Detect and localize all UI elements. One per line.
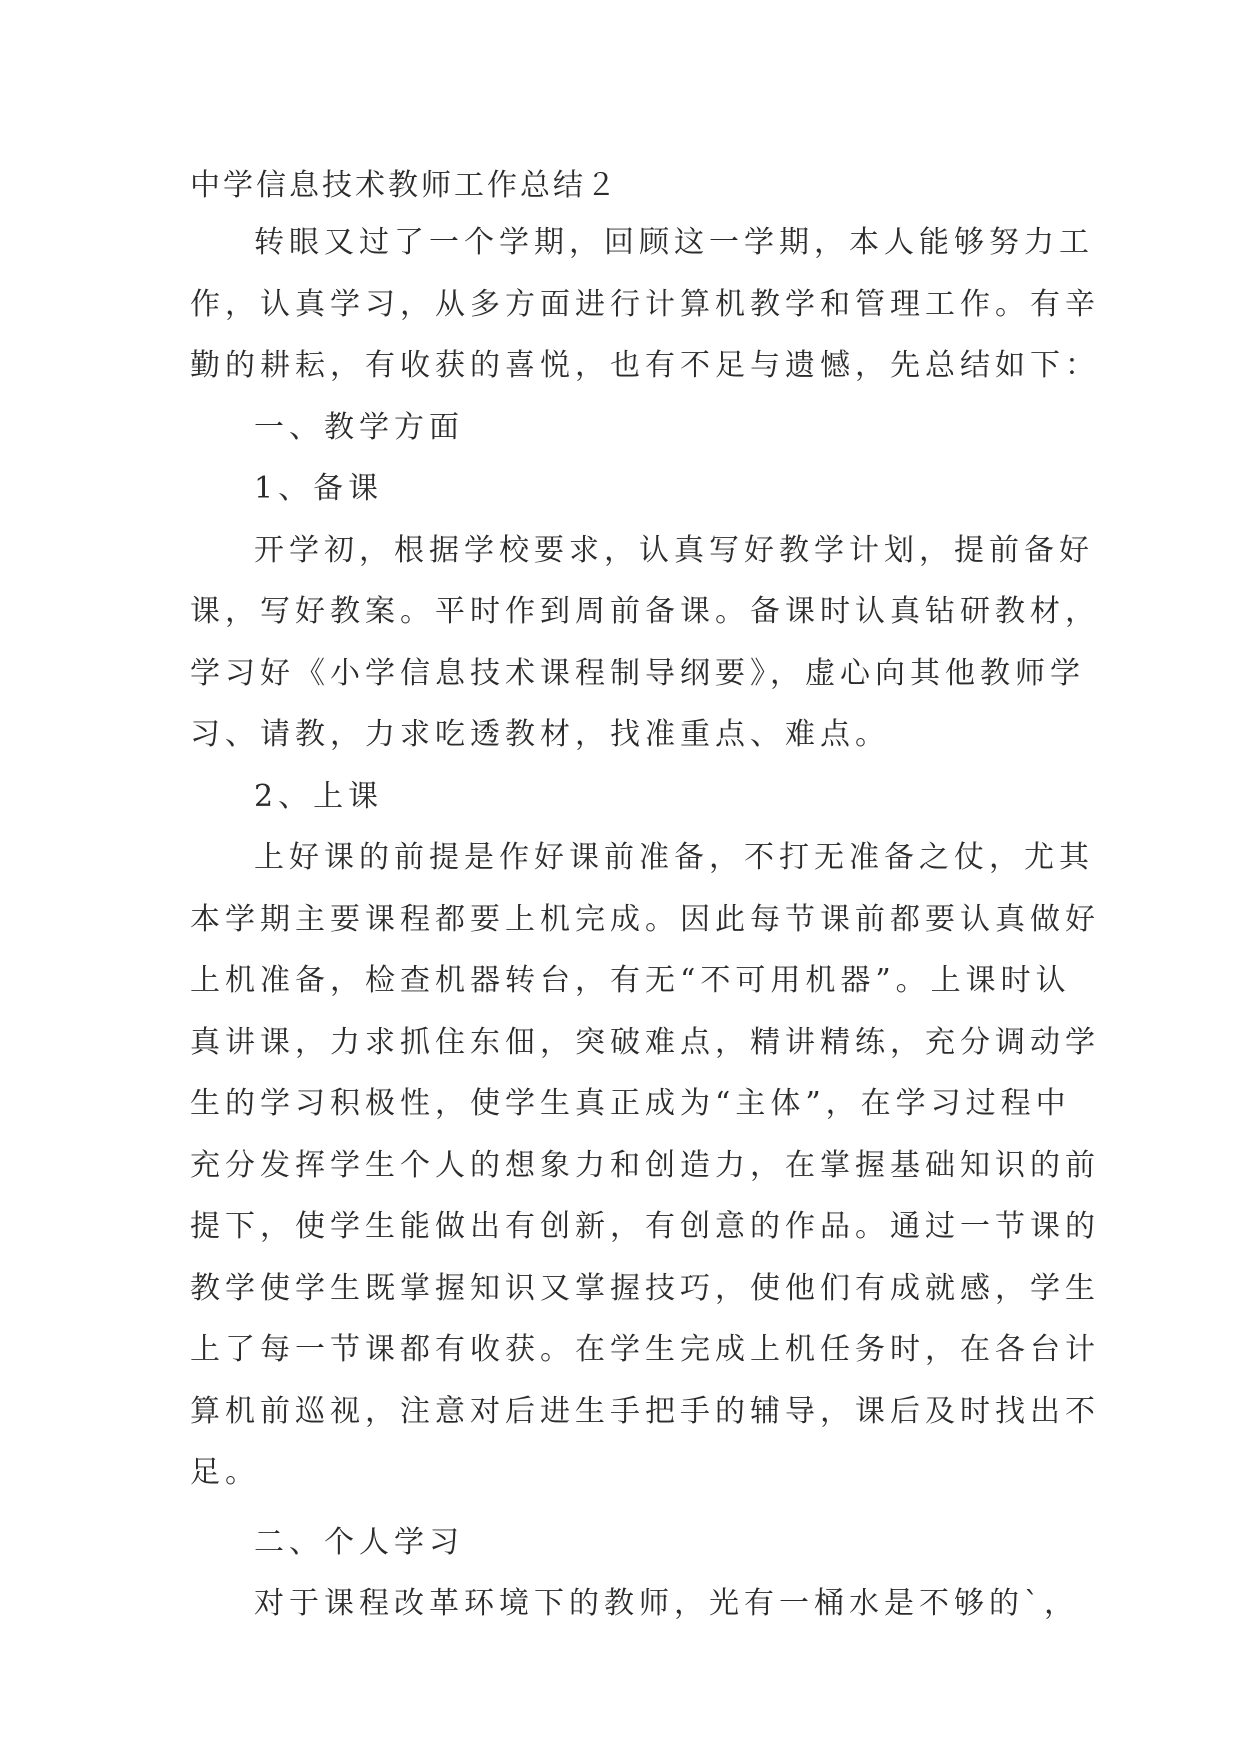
text-line: 1、备课 bbox=[254, 471, 384, 506]
paragraph-lines bbox=[190, 212, 1100, 1635]
text-line: 作，认真学习，从多方面进行计算机教学和管理工作。有辛 bbox=[190, 286, 1100, 322]
text-line: 本学期主要课程都要上机完成。因此每节课前都要认真做好 bbox=[190, 901, 1100, 937]
text-line: 生的学习积极性，使学生真正成为“主体”，在学习过程中 bbox=[190, 1086, 1071, 1121]
text-line: 2、上课 bbox=[254, 778, 384, 814]
text-line: 充分发挥学生个人的想象力和创造力，在掌握基础知识的前 bbox=[190, 1147, 1100, 1183]
text-line: 上了每一节课都有收获。在学生完成上机任务时，在各台计 bbox=[190, 1332, 1100, 1367]
text-line: 算机前巡视，注意对后进生手把手的辅导，课后及时找出不 bbox=[190, 1393, 1100, 1429]
document-title: 中学信息技术教师工作总结２ bbox=[190, 168, 619, 203]
text-line: 对于课程改革环境下的教师，光有一桶水是不够的`， bbox=[254, 1586, 1079, 1621]
text-line: 上机准备，检查机器转台，有无“不可用机器”。上课时认 bbox=[190, 963, 1071, 998]
text-line: 课，写好教案。平时作到周前备课。备课时认真钻研教材， bbox=[190, 594, 1100, 629]
text-line: 勤的耕耘，有收获的喜悦，也有不足与遗憾，先总结如下： bbox=[190, 348, 1100, 383]
text-line: 二、个人学习 bbox=[254, 1524, 464, 1560]
document-body bbox=[190, 160, 1100, 1635]
text-line: 教学使学生既掌握知识又掌握技巧，使他们有成就感，学生 bbox=[190, 1270, 1100, 1306]
text-line: 习、请教，力求吃透教材，找准重点、难点。 bbox=[190, 717, 890, 752]
text-line: 真讲课，力求抓住东佃，突破难点，精讲精练，充分调动学 bbox=[190, 1024, 1100, 1060]
text-line: 学习好《小学信息技术课程制导纲要》，虚心向其他教师学 bbox=[190, 655, 1085, 691]
text-line: 上好课的前提是作好课前准备，不打无准备之仗，尤其 bbox=[254, 840, 1094, 875]
text-line: 一、教学方面 bbox=[254, 409, 464, 445]
text-line: 足。 bbox=[190, 1455, 260, 1490]
text-line: 转眼又过了一个学期，回顾这一学期，本人能够努力工 bbox=[254, 225, 1094, 260]
text-line: 提下，使学生能做出有创新，有创意的作品。通过一节课的 bbox=[190, 1209, 1100, 1244]
text-line: 开学初，根据学校要求，认真写好教学计划，提前备好 bbox=[254, 532, 1094, 568]
